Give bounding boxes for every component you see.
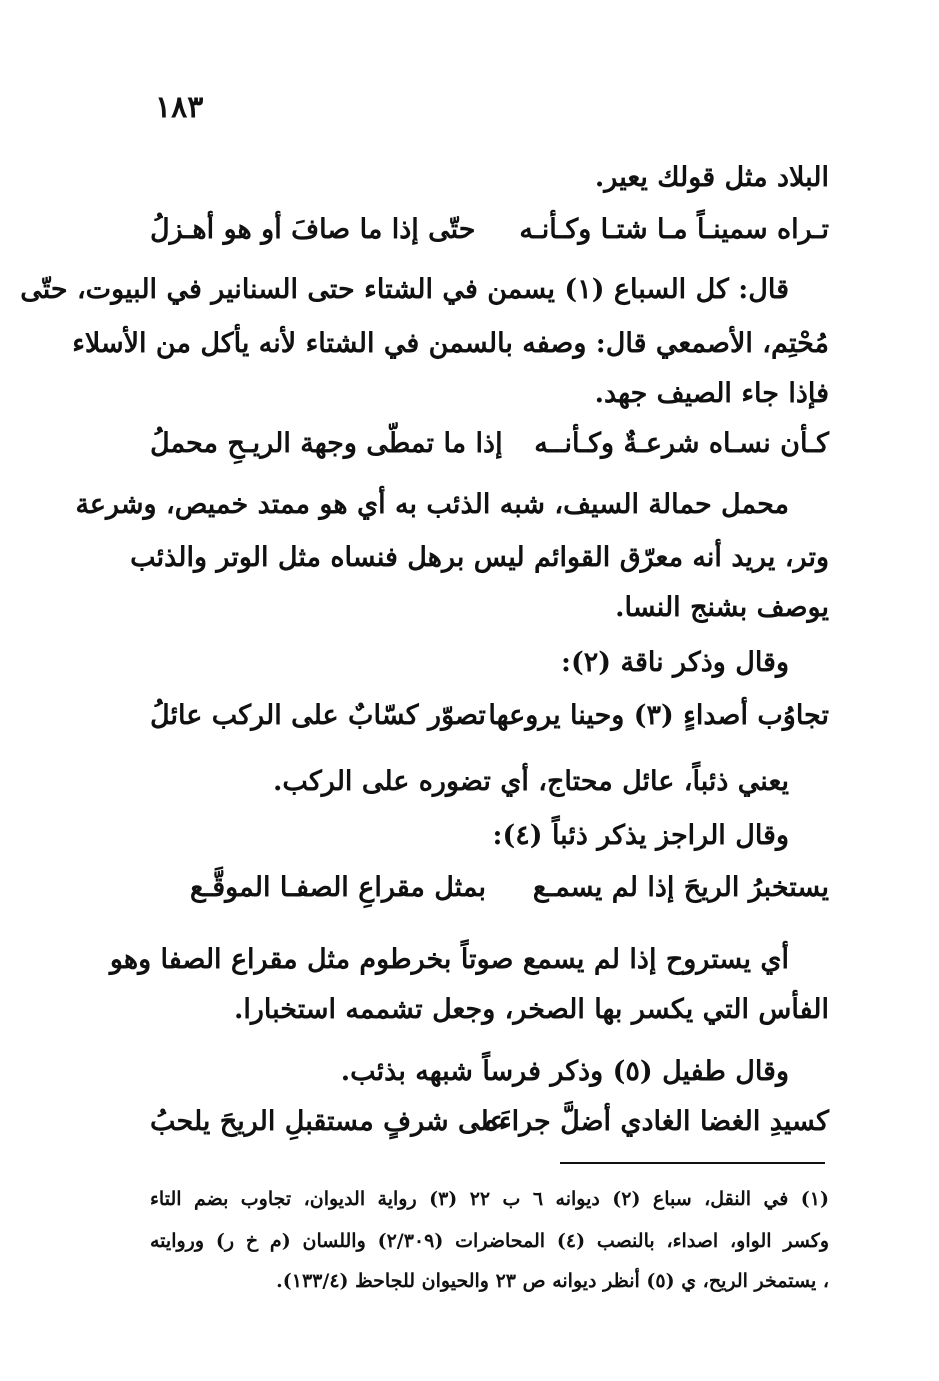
text-line: مُحْتِم، الأصمعي قال: وصفه بالسمن في الشتاء لأنه يأكل من الأسلاء bbox=[72, 328, 829, 359]
text-line: قال: كل السباع (١) يسمن في الشتاء حتى السنانير في البيوت، حتّى bbox=[20, 274, 789, 305]
text-line: محمل حمالة السيف، شبه الذئب به أي هو ممتد خميص، وشرعة bbox=[75, 489, 789, 520]
text-line: يعني ذئباً، عائل محتاج، أي تضوره على الركب. bbox=[273, 766, 789, 797]
verse-hemistich: يستخبرُ الريحَ إذا لم يسمـع bbox=[532, 872, 829, 903]
footnote-line: ، يستمخر الريح، ي (٥) أنظر ديوانه ص ٢٣ والحيوان للجاحظ (١٣٣/٤). bbox=[276, 1270, 829, 1292]
footnote-line: (١) في النقل، سباع (٢) ديوانه ٦ ب ٢٢ (٣) رواية الديوان، تجاوب بضم التاء bbox=[150, 1188, 829, 1210]
verse bbox=[150, 1102, 829, 1142]
verse bbox=[190, 868, 829, 908]
verse-hemistich: تصوّر كسّابٌ على الركب عائلُ bbox=[150, 700, 486, 731]
text-line: وتر، يريد أنه معرّق القوائم ليس برهل فنساه مثل الوتر والذئب bbox=[130, 542, 829, 573]
verse-hemistich: تجاوُب أصداءٍ (٣) وحينا يروعها bbox=[488, 700, 829, 731]
footnote-line: وكسر الواو، اصداء، بالنصب (٤) المحاضرات (٢/٣٠٩) واللسان (م خ ر) وروايته bbox=[150, 1230, 829, 1252]
verse-hemistich: على شرفٍ مستقبلِ الريحَ يلحبُ bbox=[150, 1106, 506, 1137]
verse bbox=[150, 696, 829, 736]
verse-hemistich: حتّى إذا ما صافَ أو هو أهـزلُ bbox=[150, 214, 476, 245]
footnote-separator bbox=[560, 1162, 825, 1164]
text-line: أي يستروح إذا لم يسمع صوتاً بخرطوم مثل مقراع الصفا وهو bbox=[109, 944, 789, 975]
verse bbox=[150, 424, 829, 464]
text-line: البلاد مثل قولك يعير. bbox=[594, 162, 829, 193]
verse-hemistich: إذا ما تمطّى وجهة الريـحِ محملُ bbox=[150, 428, 503, 459]
page-number: ١٨٣ bbox=[155, 90, 204, 125]
text-line: يوصف بشنج النسا. bbox=[615, 592, 829, 623]
verse-hemistich: بمثل مقراعِ الصفـا الموقَّـع bbox=[190, 872, 486, 903]
text-line: وقال طفيل (٥) وذكر فرساً شبهه بذئب. bbox=[340, 1056, 789, 1087]
verse-hemistich: تـراه سمينـاً مـا شتـا وكـأنـه bbox=[519, 214, 829, 245]
verse bbox=[150, 210, 829, 250]
verse-hemistich: كـأن نسـاه شرعـةٌ وكـأنــه bbox=[534, 428, 829, 459]
text-line: الفأس التي يكسر بها الصخر، وجعل تشممه استخبارا. bbox=[233, 994, 829, 1025]
text-line: فإذا جاء الصيف جهد. bbox=[594, 378, 829, 409]
text-line: وقال وذكر ناقة (٢): bbox=[561, 647, 789, 678]
text-line: وقال الراجز يذكر ذئباً (٤): bbox=[492, 820, 789, 851]
verse-hemistich: كسيدِ الغضا الغادي أضلَّ جراءَه bbox=[484, 1106, 829, 1137]
